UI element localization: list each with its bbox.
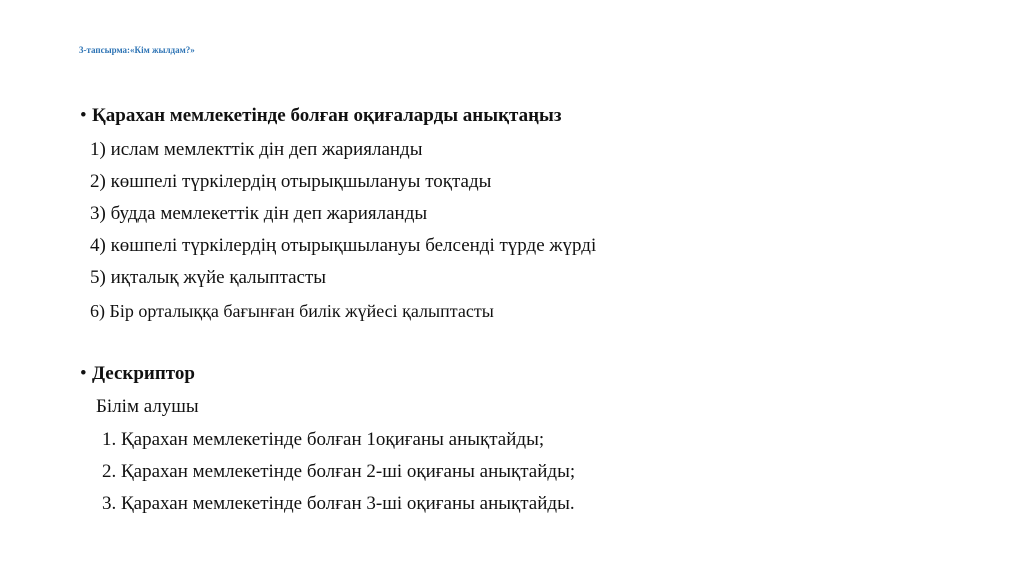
task-item: 2) көшпелі түркілердің отырықшылануы тоқтады: [90, 171, 492, 192]
task-item: 5) иқталық жүйе қалыптасты: [90, 267, 327, 288]
task-heading: Қарахан мемлекетінде болған оқиғаларды анықтаңыз: [92, 105, 562, 126]
descriptor-heading: Дескриптор: [92, 363, 195, 384]
bullet-icon: •: [80, 105, 87, 126]
descriptor-item: 3. Қарахан мемлекетінде болған 3-ші оқиғаны анықтайды.: [102, 493, 575, 514]
task-item: 3) будда мемлекеттік дін деп жарияланды: [90, 203, 428, 224]
bullet-icon: •: [80, 363, 87, 384]
slide-title: 3-тапсырма:«Кім жылдам?»: [79, 45, 195, 55]
task-heading-line: [80, 104, 562, 128]
task-item: 4) көшпелі түркілердің отырықшылануы белсенді түрде жүрді: [90, 235, 597, 256]
descriptor-subheading: Білім алушы: [96, 396, 199, 417]
task-item: 1) ислам мемлекттік дін деп жарияланды: [90, 139, 423, 160]
descriptor-heading-line: [80, 362, 195, 386]
descriptor-item: 1. Қарахан мемлекетінде болған 1оқиғаны анықтайды;: [102, 429, 545, 450]
task-item: 6) Бір орталыққа бағынған билік жүйесі қалыптасты: [90, 301, 494, 321]
descriptor-item: 2. Қарахан мемлекетінде болған 2-ші оқиғаны анықтайды;: [102, 461, 576, 482]
